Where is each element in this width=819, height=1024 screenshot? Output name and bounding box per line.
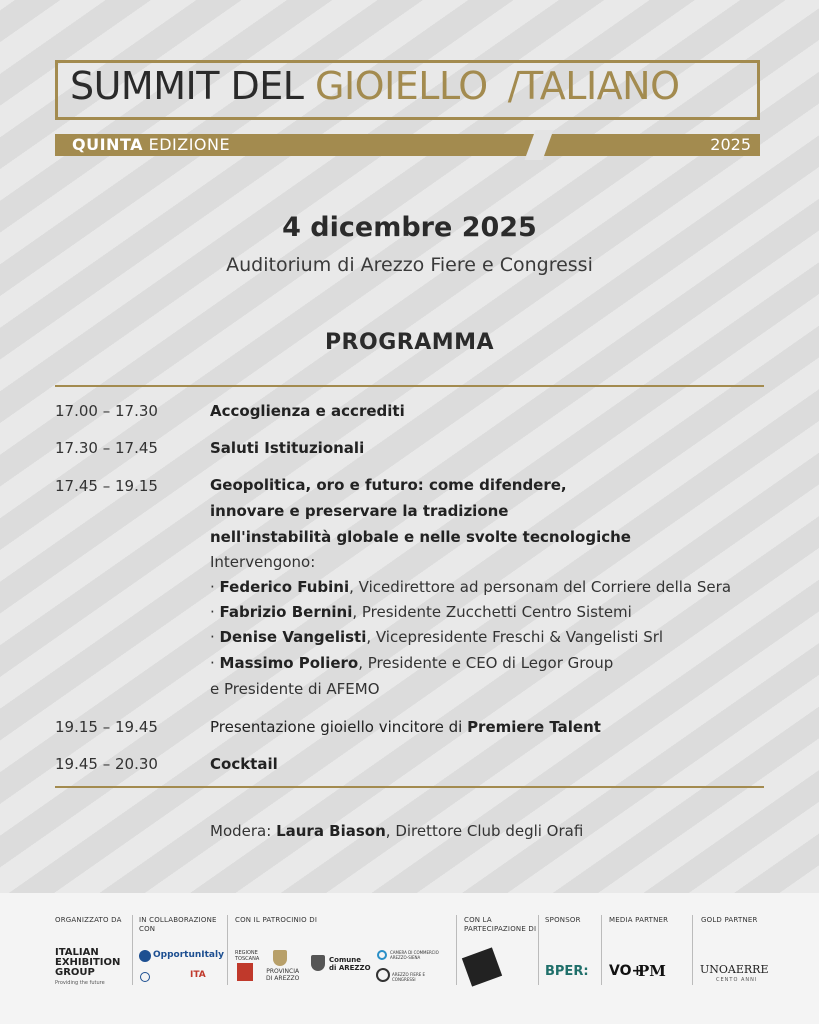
camera-commercio-icon (377, 950, 387, 960)
label-sponsor: SPONSOR (545, 916, 581, 924)
unoaerre-logo: UNOAERRE (700, 963, 769, 976)
label-media: MEDIA PARTNER (609, 916, 669, 924)
label-collaborazione: IN COLLABORAZIONE CON (139, 916, 217, 933)
footer-separator (227, 915, 228, 985)
title-gioiello: GIOIELLO (315, 64, 488, 108)
time-slot: 17.30 – 17.45 (55, 439, 158, 457)
regione-toscana-logo (237, 963, 253, 981)
event-venue: Auditorium di Arezzo Fiere e Congressi (226, 254, 593, 276)
time-slot: 17.45 – 19.15 (55, 477, 158, 495)
arezzo-fiere-label: AREZZO FIERE E CONGRESSI (392, 972, 426, 982)
label-patrocinio: CON IL PATROCINIO DI (235, 916, 318, 924)
footer-separator (456, 915, 457, 985)
time-slot: 17.00 – 17.30 (55, 402, 158, 420)
camera-commercio-label: CAMERA DI COMMERCIO AREZZO-SIENA (390, 950, 439, 960)
programme-item: Cocktail (210, 755, 278, 773)
provincia-crest-icon (273, 950, 287, 966)
ita-logo: ITA (190, 970, 206, 980)
provincia-label: PROVINCIA DI AREZZO (266, 968, 300, 982)
speaker-item: · Federico Fubini, Vicedirettore ad personam del Corriere della Sera (210, 578, 732, 596)
footer-separator (538, 915, 539, 985)
programme-bottom-rule (55, 786, 764, 788)
bper-logo: BPER: (545, 964, 589, 979)
footer-separator (601, 915, 602, 985)
speakers-intro: Intervengono: (210, 553, 316, 571)
moderator-line: Modera: Laura Biason, Direttore Club degli Orafi (210, 822, 584, 840)
time-slot: 19.45 – 20.30 (55, 755, 158, 773)
ieg-logo: ITALIAN EXHIBITION GROUP (55, 947, 121, 978)
programme-item: Saluti Istituzionali (210, 439, 365, 457)
time-slot: 19.15 – 19.45 (55, 718, 158, 736)
vo-logo: VO+ (609, 963, 644, 979)
programme-item: Accoglienza e accrediti (210, 402, 405, 420)
unoaerre-tagline: CENTO ANNI (716, 977, 758, 983)
programme-item-geopolitica: Geopolitica, oro e futuro: come difendere, innovare e preservare la tradizione nell'instabilità globale e nelle svolte tecnologiche (210, 476, 631, 546)
footer-separator (692, 915, 693, 985)
regione-toscana-label: REGIONE TOSCANA (235, 950, 260, 962)
comune-label: Comune di AREZZO (329, 956, 371, 972)
speaker-item: · Denise Vangelisti, Vicepresidente Freschi & Vangelisti Srl (210, 628, 664, 646)
speaker-item: · Massimo Poliero, Presidente e CEO di Legor Group (210, 654, 614, 672)
pm-logo: PM (638, 962, 666, 980)
opportunitaly-icon (139, 950, 151, 962)
edition-label: QUINTA EDIZIONE (72, 135, 231, 154)
programme-top-rule (55, 385, 764, 387)
edition-year: 2025 (710, 135, 751, 154)
programme-item: Presentazione gioiello vincitore di Premiere Talent (210, 718, 601, 736)
comune-crest-icon (311, 955, 325, 971)
label-gold: GOLD PARTNER (701, 916, 758, 924)
maeci-icon (140, 972, 150, 982)
speaker-item: · Fabrizio Bernini, Presidente Zucchetti Centro Sistemi (210, 603, 632, 621)
speaker-extra: e Presidente di AFEMO (210, 680, 380, 698)
label-partecipazione: CON LA PARTECIPAZIONE DI (464, 916, 537, 933)
opportunitaly-logo: OpportunItaly (153, 950, 224, 960)
programme-title: PROGRAMMA (324, 330, 495, 355)
footer-separator (132, 915, 133, 985)
summit-title: SUMMIT DEL GIOIELLO /TALIANO (70, 64, 680, 108)
event-date: 4 dicembre 2025 (282, 212, 537, 243)
ieg-tagline: Providing the future (55, 980, 105, 986)
label-organizzato: ORGANIZZATO DA (55, 916, 122, 924)
arezzo-fiere-icon (376, 968, 390, 982)
